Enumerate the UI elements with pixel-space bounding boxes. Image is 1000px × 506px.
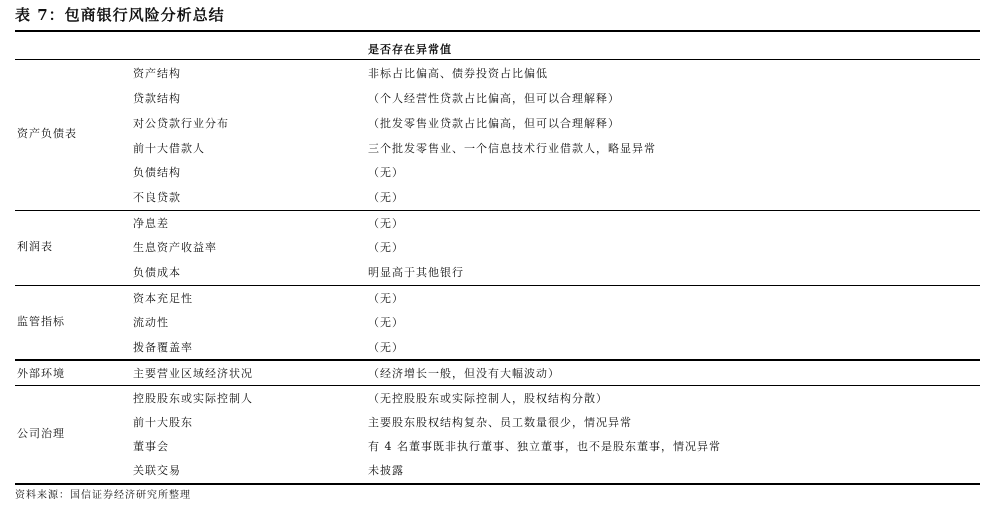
group-label-regulatory-indicators: 监管指标 — [17, 315, 65, 328]
row-value: 非标占比偏高、债券投资占比偏低 — [368, 67, 548, 80]
value-column-header: 是否存在异常值 — [368, 43, 452, 56]
row-value: 三个批发零售业、一个信息技术行业借款人，略显异常 — [368, 142, 656, 155]
header-rule — [15, 59, 980, 60]
table-row — [15, 236, 980, 260]
row-value: （无） — [368, 316, 404, 329]
row-value: （无） — [368, 217, 404, 230]
row-value: （无） — [368, 292, 404, 305]
row-item: 董事会 — [133, 440, 169, 453]
row-value: 未披露 — [368, 464, 404, 477]
row-item: 对公贷款行业分布 — [133, 117, 229, 130]
table-row — [15, 161, 980, 185]
row-value: （无） — [368, 341, 404, 354]
table-row — [15, 336, 980, 360]
row-value: （经济增长一般，但没有大幅波动） — [368, 367, 560, 380]
group-divider — [15, 210, 980, 211]
bottom-rule — [15, 483, 980, 485]
row-item: 不良贷款 — [133, 191, 181, 204]
row-item: 生息资产收益率 — [133, 241, 217, 254]
table-title: 表 7：包商银行风险分析总结 — [15, 6, 225, 24]
row-item: 前十大借款人 — [133, 142, 205, 155]
table-row — [15, 261, 980, 285]
table-row — [15, 112, 980, 136]
row-value: （无） — [368, 191, 404, 204]
row-value: （无控股股东或实际控制人，股权结构分散） — [368, 392, 608, 405]
row-item: 流动性 — [133, 316, 169, 329]
row-value: 明显高于其他银行 — [368, 266, 464, 279]
row-item: 资产结构 — [133, 67, 181, 80]
table-row — [15, 387, 980, 411]
table-row — [15, 411, 980, 435]
table-row — [15, 287, 980, 311]
table-row — [15, 137, 980, 161]
group-label-corporate-governance: 公司治理 — [17, 427, 65, 440]
table-row — [15, 435, 980, 459]
row-value: （无） — [368, 241, 404, 254]
group-divider — [15, 359, 980, 361]
table-row — [15, 87, 980, 111]
table-row — [15, 212, 980, 236]
row-item: 控股股东或实际控制人 — [133, 392, 253, 405]
group-label-income-statement: 利润表 — [17, 240, 53, 253]
group-divider — [15, 385, 980, 386]
top-rule — [15, 30, 980, 32]
row-item: 前十大股东 — [133, 416, 193, 429]
table-row — [15, 311, 980, 335]
group-divider — [15, 285, 980, 286]
row-item: 负债成本 — [133, 266, 181, 279]
group-label-balance-sheet: 资产负债表 — [17, 127, 77, 140]
row-item: 主要营业区域经济状况 — [133, 367, 253, 380]
row-item: 贷款结构 — [133, 92, 181, 105]
row-item: 净息差 — [133, 217, 169, 230]
group-label-external-environment: 外部环境 — [17, 367, 65, 380]
row-value: （个人经营性贷款占比偏高，但可以合理解释） — [368, 92, 620, 105]
row-value: 有 4 名董事既非执行董事、独立董事，也不是股东董事，情况异常 — [368, 440, 721, 453]
table-row — [15, 459, 980, 483]
row-item: 负债结构 — [133, 166, 181, 179]
row-value: （批发零售业贷款占比偏高，但可以合理解释） — [368, 117, 620, 130]
table-row — [15, 62, 980, 86]
row-value: 主要股东股权结构复杂、员工数量很少，情况异常 — [368, 416, 632, 429]
row-value: （无） — [368, 166, 404, 179]
table-row — [15, 362, 980, 386]
row-item: 关联交易 — [133, 464, 181, 477]
table-row — [15, 186, 980, 210]
row-item: 拨备覆盖率 — [133, 341, 193, 354]
source-note: 资料来源：国信证券经济研究所整理 — [15, 490, 191, 501]
row-item: 资本充足性 — [133, 292, 193, 305]
